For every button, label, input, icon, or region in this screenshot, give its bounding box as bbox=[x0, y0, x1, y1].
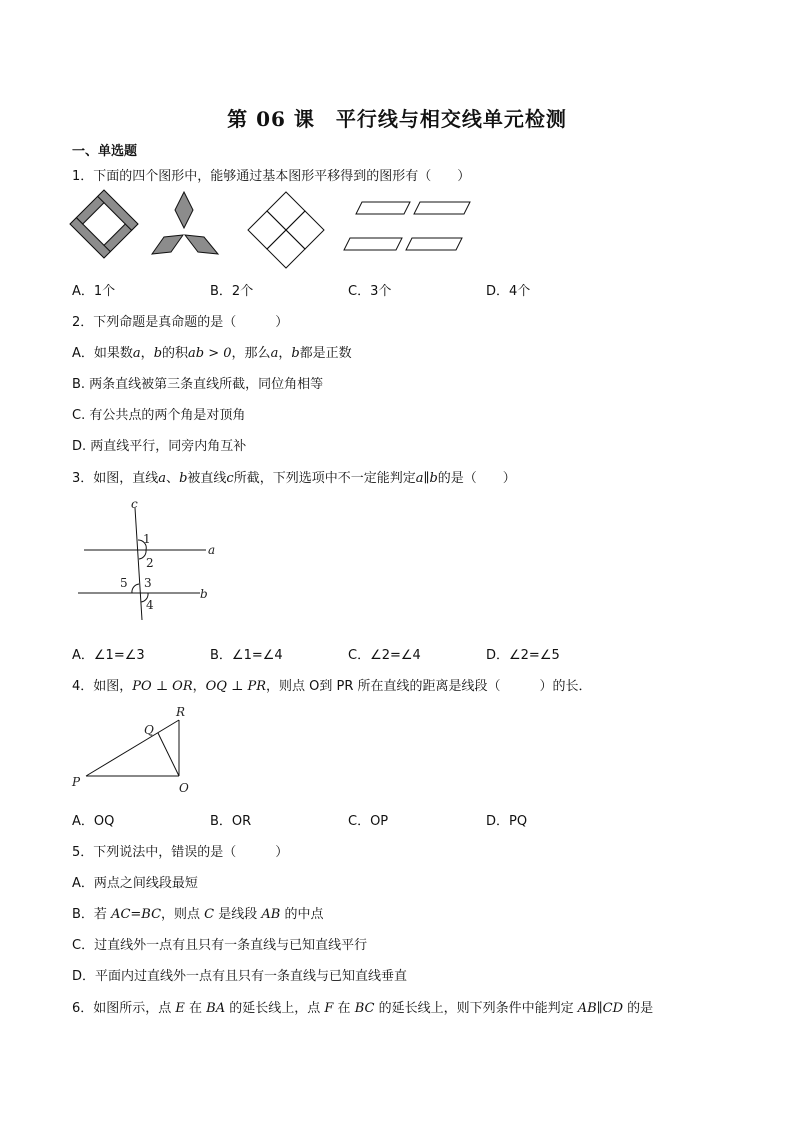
q3-stem-text: 所截，下列选项中不一定能判定 bbox=[233, 471, 416, 486]
section-heading: 一、单选题 bbox=[72, 144, 138, 159]
q2-a-text: A．如果数 bbox=[72, 346, 133, 361]
q2-a-var: a bbox=[270, 346, 279, 361]
q6-stem-var: BC bbox=[354, 1001, 375, 1016]
q3-option-c[interactable]: C．∠2=∠4 bbox=[348, 648, 421, 663]
label-a: a bbox=[208, 543, 216, 557]
q4-stem-text: ，则点 O到 PR 所在直线的距离是线段（ ）的长． bbox=[265, 679, 592, 694]
q2-option-b[interactable]: B. 两条直线被第三条直线所截，同位角相等 bbox=[72, 377, 324, 392]
q1-figure-diamonds bbox=[248, 192, 324, 268]
q2-a-var: b bbox=[291, 346, 300, 361]
q4-option-b[interactable]: B．OR bbox=[210, 814, 252, 829]
q5-option-d[interactable]: D．平面内过直线外一点有且只有一条直线与已知直线垂直 bbox=[72, 969, 408, 984]
q4-stem-text: ， bbox=[192, 679, 206, 694]
q6-stem-text: 在 bbox=[333, 1001, 355, 1016]
q2-stem: 2．下列命题是真命题的是（ ） bbox=[72, 315, 289, 330]
q5-b-text: B．若 bbox=[72, 907, 112, 922]
q5-b-text: ，则点 bbox=[161, 907, 205, 922]
q4-stem-expression: PO ⊥ OR bbox=[132, 679, 193, 694]
label-angle-1: 1 bbox=[143, 532, 151, 546]
label-angle-2: 2 bbox=[146, 556, 154, 570]
q4-options bbox=[72, 810, 632, 828]
q4-option-c[interactable]: C．OP bbox=[348, 814, 389, 829]
q5-b-text: 是线段 bbox=[214, 907, 262, 922]
q3-option-d[interactable]: D．∠2=∠5 bbox=[486, 648, 560, 663]
q1-figures bbox=[72, 190, 492, 262]
label-angle-3: 3 bbox=[144, 576, 152, 590]
q3-stem-text: 的是（ ） bbox=[437, 471, 516, 486]
q5-b-var: AB bbox=[261, 907, 281, 922]
q3-stem bbox=[72, 467, 516, 486]
q3-figure bbox=[72, 496, 232, 621]
q4-stem-expression: OQ ⊥ PR bbox=[205, 679, 266, 694]
q2-a-text: 的积 bbox=[162, 346, 189, 361]
q3-options bbox=[72, 644, 632, 662]
q1-option-a[interactable]: A．1个 bbox=[72, 284, 116, 299]
q4-figure bbox=[72, 702, 202, 797]
q2-a-text: ，那么 bbox=[231, 346, 271, 361]
q6-stem-text: 6．如图所示，点 bbox=[72, 1001, 176, 1016]
q3-stem-text: 被直线 bbox=[187, 471, 227, 486]
angle-2-arc bbox=[139, 550, 146, 559]
q3-stem-expression: a∥b bbox=[415, 471, 438, 486]
q4-option-a[interactable]: A．OQ bbox=[72, 814, 115, 829]
label-q: Q bbox=[144, 723, 154, 737]
q6-stem-text: 的延长线上，点 bbox=[225, 1001, 325, 1016]
q5-option-c[interactable]: C．过直线外一点有且只有一条直线与已知直线平行 bbox=[72, 938, 368, 953]
q3-stem-var: a bbox=[158, 471, 167, 486]
q2-a-var: a bbox=[132, 346, 141, 361]
q1-option-c[interactable]: C．3个 bbox=[348, 284, 392, 299]
q6-stem-var: F bbox=[324, 1001, 334, 1016]
q2-a-text: ， bbox=[278, 346, 292, 361]
angle-5-arc bbox=[132, 584, 139, 593]
q3-stem-var: b bbox=[179, 471, 188, 486]
q6-stem-text: 的是 bbox=[623, 1001, 654, 1016]
q2-option-c[interactable]: C. 有公共点的两个角是对顶角 bbox=[72, 408, 246, 423]
q5-option-b[interactable] bbox=[72, 903, 323, 922]
q3-stem-var: c bbox=[226, 471, 234, 486]
q1-option-b[interactable]: B．2个 bbox=[210, 284, 254, 299]
q2-a-text: ， bbox=[140, 346, 154, 361]
q6-stem bbox=[72, 997, 653, 1016]
q6-stem-var: BA bbox=[206, 1001, 226, 1016]
q2-option-a[interactable] bbox=[72, 342, 352, 361]
q1-figure-parallelograms bbox=[344, 202, 470, 250]
label-angle-4: 4 bbox=[146, 598, 154, 612]
q5-b-text: 的中点 bbox=[280, 907, 324, 922]
q5-b-expression: AC=BC bbox=[111, 907, 162, 922]
q3-stem-text: 3．如图，直线 bbox=[72, 471, 159, 486]
page-title: 第 06 课 平行线与相交线单元检测 bbox=[227, 107, 567, 131]
q5-b-var: C bbox=[204, 907, 215, 922]
q1-stem: 1．下面的四个图形中，能够通过基本图形平移得到的图形有（ ） bbox=[72, 169, 471, 184]
q3-option-b[interactable]: B．∠1=∠4 bbox=[210, 648, 283, 663]
q6-stem-expression: AB∥CD bbox=[577, 1001, 624, 1016]
q2-a-var: b bbox=[153, 346, 163, 361]
q1-option-d[interactable]: D．4个 bbox=[486, 284, 531, 299]
q2-a-expression: ab > 0 bbox=[188, 346, 232, 361]
q6-stem-var: E bbox=[175, 1001, 185, 1016]
q4-stem-text: 4．如图， bbox=[72, 679, 133, 694]
q2-option-d[interactable]: D. 两直线平行，同旁内角互补 bbox=[72, 439, 247, 454]
q4-stem bbox=[72, 675, 592, 694]
label-angle-5: 5 bbox=[120, 576, 128, 590]
label-r: R bbox=[176, 705, 186, 719]
segment-oq bbox=[158, 733, 179, 776]
q4-option-d[interactable]: D．PQ bbox=[486, 814, 528, 829]
label-o: O bbox=[179, 781, 189, 795]
q1-figure-rhombi bbox=[152, 192, 218, 254]
q5-option-a[interactable]: A．两点之间线段最短 bbox=[72, 876, 198, 891]
label-p: P bbox=[72, 775, 81, 789]
q6-stem-text: 在 bbox=[184, 1001, 207, 1016]
q6-stem-text: 的延长线上，则下列条件中能判定 bbox=[374, 1001, 578, 1016]
q5-stem: 5．下列说法中，错误的是（ ） bbox=[72, 845, 289, 860]
label-b: b bbox=[200, 587, 208, 601]
q1-figure-frame bbox=[70, 190, 138, 258]
line-c bbox=[135, 508, 142, 620]
q1-options bbox=[72, 280, 632, 298]
label-c: c bbox=[131, 497, 138, 511]
q3-option-a[interactable]: A．∠1=∠3 bbox=[72, 648, 145, 663]
q2-a-text: 都是正数 bbox=[299, 346, 352, 361]
q3-stem-text: 、 bbox=[166, 471, 180, 486]
